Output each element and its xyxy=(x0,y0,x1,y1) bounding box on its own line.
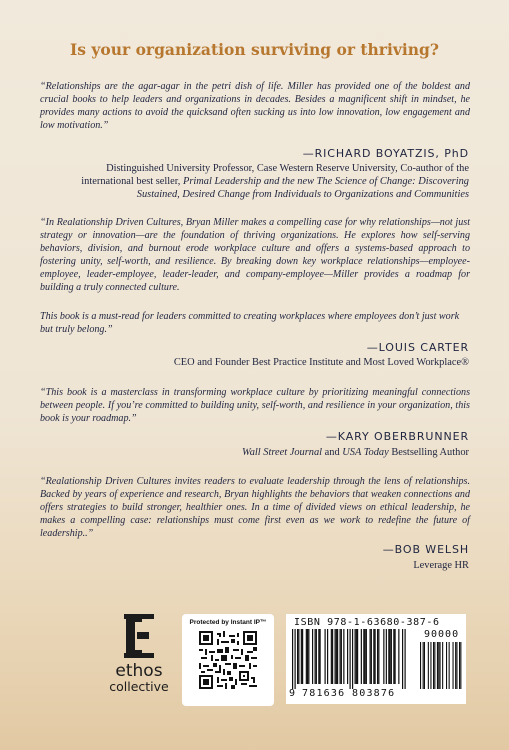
endorser-title-boyatzis xyxy=(81,162,469,201)
isbn-text: ISBN 978-1-63680-387-6 xyxy=(294,617,440,628)
desc-and: and xyxy=(322,447,343,458)
endorser-name-oberbrunner: —KARY OBERBRUNNER xyxy=(325,430,469,443)
barcode-bars-icon xyxy=(286,629,466,691)
endorser-title-line2-plain: international best seller, xyxy=(81,176,184,187)
endorser-title-welsh: Leverage HR xyxy=(413,560,469,571)
qr-caption: Protected by Instant IP™ xyxy=(189,619,267,626)
publisher-name-line2: collective xyxy=(109,679,169,694)
headline: Is your organization surviving or thriving? xyxy=(70,40,439,59)
isbn-barcode xyxy=(286,614,466,704)
endorser-name-boyatzis: —RICHARD BOYATZIS, PhD xyxy=(302,147,469,160)
endorsement-quote-welsh: “Realationship Driven Cultures invites readers to evaluate leadership through the lens of relationships. Backed by years of experience and research, Bryan highlights the behaviors that weaken connections and offers strategies to build stronger, healthier ones. In a time of divided views on ethical leadership, he makes a compelling case: relationships must come first even as we work to redefine the future of leadership..” xyxy=(40,476,470,540)
endorsement-quote-oberbrunner: “This book is a masterclass in transforming workplace culture by prioritizing meaningful connections between people. If you’re committed to building unity, self-worth, and resilience in your organization, this book is your roadmap.” xyxy=(40,387,470,425)
endorser-title-carter: CEO and Founder Best Practice Institute and Most Loved Workplace® xyxy=(173,357,469,368)
endorser-name-welsh: —BOB WELSH xyxy=(382,543,469,556)
qr-code-icon xyxy=(199,631,257,689)
publication-usa-today: USA Today xyxy=(342,447,389,458)
endorsement-quote-boyatzis: “Relationships are the agar-agar in the petri dish of life. Miller has provided one of the boldest and crucial books to help leaders and organizations in decades. Besides a magnificent shift in mindset, he provides many actions to avoid the quicksand often sucking us into low innovation, low engagement and low motivation.” xyxy=(40,81,470,132)
publisher-logo xyxy=(109,614,169,694)
barcode-digit-first: 9 xyxy=(289,688,296,699)
publisher-emblem-icon xyxy=(122,614,156,658)
publication-wsj: Wall Street Journal xyxy=(242,447,323,458)
endorser-title-line2 xyxy=(81,175,469,188)
endorser-title-oberbrunner xyxy=(242,446,469,459)
barcode-addon-digits: 90000 xyxy=(424,629,460,640)
endorsement-quote-carter-p2: This book is a must-read for leaders committed to creating workplaces where employees don’t just work but truly belong.” xyxy=(40,311,460,336)
qr-code-panel xyxy=(182,614,274,706)
barcode-digit-group2: 803876 xyxy=(352,688,396,699)
barcode-digit-group1: 781636 xyxy=(302,688,346,699)
endorser-title-line3: Sustained, Desired Change from Individuals to Organizations and Communities xyxy=(136,189,469,200)
endorser-title-line1: Distinguished University Professor, Case Western Reserve University, Co-author of the xyxy=(106,163,469,174)
desc-bestselling: Bestselling Author xyxy=(388,447,469,458)
endorser-title-line2-italic: Primal Leadership and the new The Science of Change: Discovering xyxy=(183,176,469,187)
endorser-name-carter: —LOUIS CARTER xyxy=(366,341,469,354)
endorsement-quote-carter: “In Realationship Driven Cultures, Bryan Miller makes a compelling case for why relationships—not just strategy or innovation—are the foundation of thriving organizations. He explores how self-serving behaviors, division, and burnout erode workplace culture and offers a systems-based approach to fostering unity, self-worth, and resilience. By breaking down key workplace relationships—employee-employee, leader-employee, leader-leader, and company-employee—Miller provides a roadmap for building a truly connected culture. xyxy=(40,217,470,294)
publisher-name-line1: ethos xyxy=(115,661,163,681)
